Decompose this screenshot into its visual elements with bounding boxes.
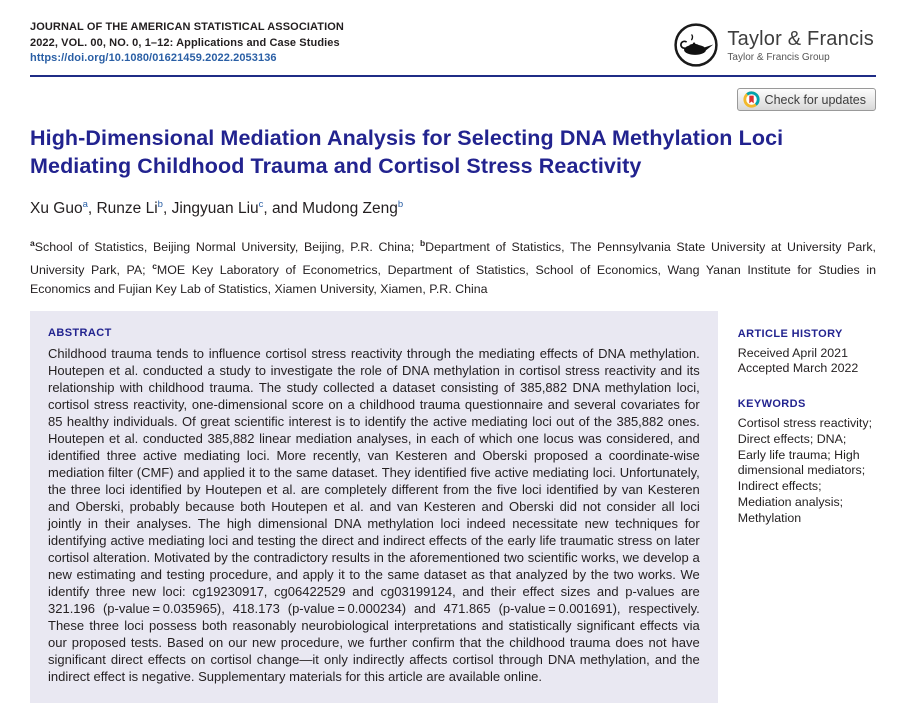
journal-name: JOURNAL OF THE AMERICAN STATISTICAL ASSOCIATION (30, 21, 344, 33)
author-affiliation-mark: b (157, 199, 163, 210)
publisher-group: Taylor & Francis Group (727, 51, 830, 63)
article-history-heading: ARTICLE HISTORY (737, 327, 843, 340)
publisher-name: Taylor & Francis (727, 27, 874, 50)
authors-line (30, 199, 876, 218)
publisher-logo (673, 22, 874, 68)
article-history (738, 327, 876, 377)
accepted-date: Accepted March 2022 (737, 361, 859, 376)
lamp-icon (673, 22, 719, 68)
author-name: Jingyuan Liu (171, 200, 259, 218)
keywords (738, 397, 876, 526)
affiliation-text: MOE Key Laboratory of Econometrics, Department of Statistics, School of Economics, Wang Yanan Institute for Studies in Economics and Fujian Key Lab of Statistics, Xiamen University, Xiamen, P.R. China (30, 263, 876, 296)
author-name: Mudong Zeng (302, 200, 398, 218)
affiliation-text: Department of Statistics, The Pennsylvania State University at University Park, University Park, PA; (30, 240, 876, 278)
article-info-sidebar (738, 311, 876, 703)
author-affiliation-mark: b (397, 199, 404, 210)
author-name: Xu Guo (30, 200, 83, 218)
author-affiliation-mark: c (258, 199, 264, 210)
journal-issue: 2022, VOL. 00, NO. 0, 1–12: Applications and Case Studies (30, 36, 340, 49)
crossmark-icon (743, 91, 760, 108)
author-separator: , (162, 200, 172, 218)
author-separator: , (87, 200, 97, 218)
keywords-text: Cortisol stress reactivity; Direct effects; DNA; Early life trauma; High dimensional mediators; Indirect effects; Mediation analysis; Methylation (737, 415, 873, 525)
journal-header (30, 20, 876, 68)
affiliation-mark: b (419, 238, 426, 249)
author-name: Runze Li (96, 200, 158, 218)
keywords-heading: KEYWORDS (737, 398, 806, 411)
affiliation-mark: a (30, 238, 35, 249)
affiliation-text: School of Statistics, Beijing Normal University, Beijing, P.R. China; (34, 240, 420, 255)
abstract-heading: ABSTRACT (48, 326, 112, 339)
doi-link[interactable]: https://doi.org/10.1080/01621459.2022.2053136 (30, 52, 277, 64)
affiliation-mark: c (152, 261, 157, 272)
header-rule (30, 75, 876, 77)
check-for-updates-button[interactable] (737, 88, 876, 111)
affiliations (30, 234, 876, 299)
page-title: High-Dimensional Mediation Analysis for Selecting DNA Methylation Loci Mediating Childhood Trauma and Cortisol Stress Reactivity (30, 126, 784, 178)
abstract-box (30, 311, 718, 703)
check-for-updates-label: Check for updates (764, 92, 866, 107)
abstract-text: Childhood trauma tends to influence cortisol stress reactivity through the mediating effects of DNA methylation. Houtepen et al. conducted a study to investigate the role of DNA methylation in cortisol stress reactivity and its relationship with childhood trauma. The study collected a dataset consisting of 385,882 DNA methylation loci, cortisol stress reactivity, one-dimensional score on a childhood trauma questionnaire and several covariates for 85 healthy individuals. Of great scientific interest is to identify the active mediating loci out of the 385,882 ones. Houtepen et al. conducted 385,882 linear mediation analyses, in each of which one locus was considered, and identified three active mediating loci. More recently, van Kesteren and Oberski proposed a coordinate-wise mediation filter (CMF) and applied it to the same dataset. They identified five active mediating loci. Unfortunately, the three loci identified by Houtepen et al. are completely different from the five loci identified by van Kesteren and Oberski, probably because both Houtepen et al. and van Kesteren and Oberski did not consider all loci jointly in their analyses. The high dimensional DNA methylation loci indeed necessitate new techniques for identifying active mediating loci and testing the direct and indirect effects of the early life traumatic stress on later cortisol alteration. Motivated by the contradictory results in the aforementioned two scientific works, we develop a new estimating and testing procedure, and apply it to the same dataset as that analyzed by the two works. We identify three new loci: cg19230917, cg06422529 and cg03199124, and their effect sizes and p-values are 321.196 (p-value = 0.035965), 418.173 (p-value = 0.000234) and 471.865 (p-value = 0.001691), respectively. These three loci possess both reasonably neurobiological interpretations and statistically significant effects via our proposed tests. Based on our new procedure, we further confirm that the childhood trauma does not have significant direct effects on cortisol change—it only indirectly affects cortisol through DNA methylation, and the indirect effect is negative. Supplementary materials for this article are available online. (48, 345, 700, 684)
received-date: Received April 2021 (737, 345, 848, 360)
author-separator: , and (263, 200, 303, 218)
author-affiliation-mark: a (82, 199, 88, 210)
